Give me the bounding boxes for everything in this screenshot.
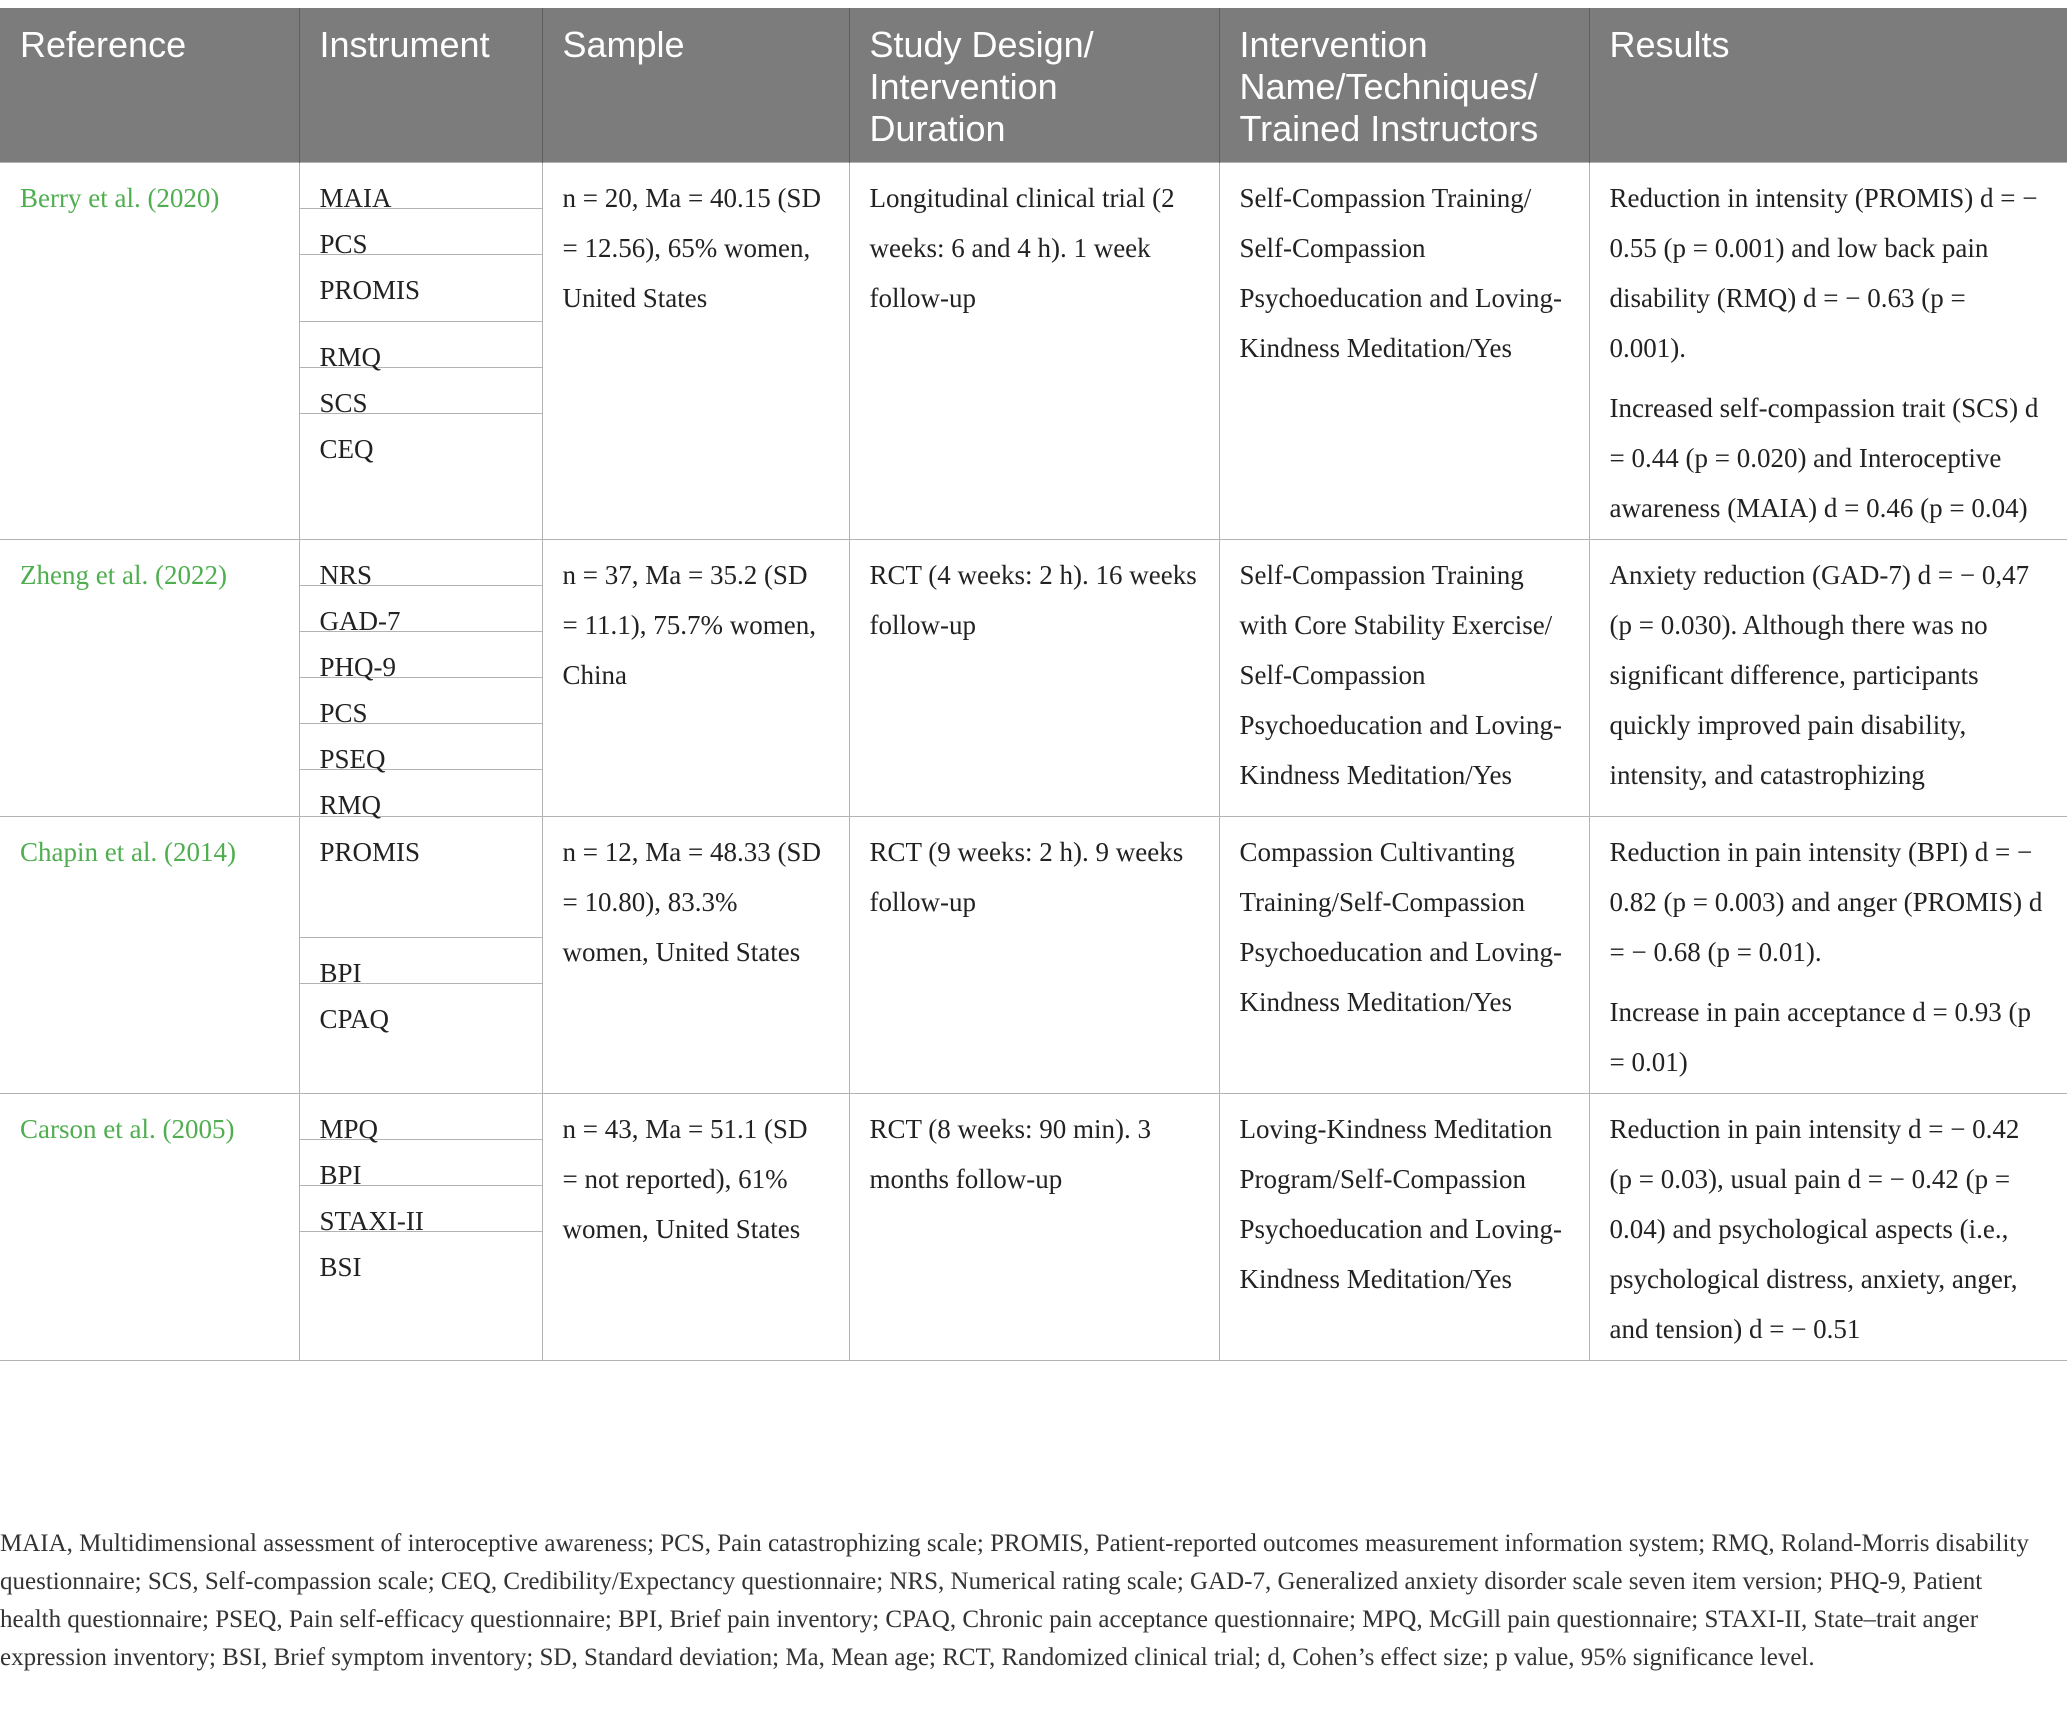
instrument-item: CEQ [319,434,374,464]
instrument-item: PCS [300,209,542,255]
header-row [0,8,2067,163]
reference-cell: Zheng et al. (2022) [0,540,299,817]
instrument-item: CPAQ [319,1004,390,1034]
header-results: Results [1589,8,2067,163]
reference-cell: Berry et al. (2020) [0,163,299,540]
design-cell: Longitudinal clinical trial (2 weeks: 6 and 4 h). 1 week follow-up [849,163,1219,540]
instrument-item: PSEQ [300,724,542,770]
intervention-cell: Self-Compassion Training/ Self-Compassion Psychoeducation and Loving-Kindness Meditation/Yes [1219,163,1589,540]
design-cell: RCT (8 weeks: 90 min). 3 months follow-up [849,1094,1219,1361]
instrument-item: GAD-7 [300,586,542,632]
table-footnote: MAIA, Multidimensional assessment of interoceptive awareness; PCS, Pain catastrophizing scale; PROMIS, Patient-reported outcomes measurement information system; RMQ, Roland-Morris disability questionnaire; SCS, Self-compassion scale; CEQ, Credibility/Expectancy questionnaire; NRS, Numerical rating scale; GAD-7, Generalized anxiety disorder scale seven item version; PHQ-9, Patient health questionnaire; PSEQ, Pain self-efficacy questionnaire; BPI, Brief pain inventory; CPAQ, Chronic pain acceptance questionnaire; MPQ, McGill pain questionnaire; STAXI-II, State–trait anger expression inventory; BSI, Brief symptom inventory; SD, Standard deviation; Ma, Mean age; RCT, Randomized clinical trial; d, Cohen’s effect size; p value, 95% significance level. [0,1530,2029,1671]
intervention-cell: Compassion Cultivanting Training/Self-Compassion Psychoeducation and Loving-Kindness Meditation/Yes [1219,817,1589,1094]
intervention-cell: Loving-Kindness Meditation Program/Self-Compassion Psychoeducation and Loving-Kindness Meditation/Yes [1219,1094,1589,1361]
table-row [0,817,2067,1094]
instrument-item: BPI [300,938,542,984]
results-paragraph: Reduction in pain intensity (BPI) d = − 0.82 (p = 0.003) and anger (PROMIS) d = − 0.68 (p = 0.01). [1609,837,2043,967]
sample-cell: n = 20, Ma = 40.15 (SD = 12.56), 65% women, United States [542,163,849,540]
instrument-item: RMQ [300,322,542,368]
sample-cell: n = 37, Ma = 35.2 (SD = 11.1), 75.7% women, China [542,540,849,817]
results-cell [1589,163,2067,540]
instrument-cell [299,163,542,540]
reference-cell: Chapin et al. (2014) [0,817,299,1094]
header-sample: Sample [542,8,849,163]
intervention-cell: Self-Compassion Training with Core Stability Exercise/ Self-Compassion Psychoeducation and Loving-Kindness Meditation/Yes [1219,540,1589,817]
table-body [0,163,2067,1361]
design-cell: RCT (9 weeks: 2 h). 9 weeks follow-up [849,817,1219,1094]
design-cell: RCT (4 weeks: 2 h). 16 weeks follow-up [849,540,1219,817]
results-paragraph: Increase in pain acceptance d = 0.93 (p = 0.01) [1609,997,2032,1077]
instrument-item: PHQ-9 [300,632,542,678]
studies-table [0,8,2067,1361]
instrument-cell [299,817,542,1094]
reference-cell: Carson et al. (2005) [0,1094,299,1361]
instrument-item: BPI [300,1140,542,1186]
instrument-item: SCS [300,368,542,414]
instrument-item: NRS [300,540,542,586]
instrument-item: MPQ [300,1094,542,1140]
instrument-item: BSI [319,1252,362,1282]
instrument-cell [299,540,542,820]
instrument-item: RMQ [319,790,382,820]
results-cell [1589,1094,2067,1361]
table-row [0,1094,2067,1361]
instrument-item: PCS [300,678,542,724]
instrument-cell [299,1094,542,1361]
results-paragraph: Reduction in intensity (PROMIS) d = − 0.55 (p = 0.001) and low back pain disability (RMQ) d = − 0.63 (p = 0.001). [1609,183,2038,363]
results-paragraph: Reduction in pain intensity d = − 0.42 (p = 0.03), usual pain d = − 0.42 (p = 0.04) and psychological aspects (i.e., psychological distress, anxiety, anger, and tension) d = − 0.51 [1609,1114,2020,1344]
header-study-design: Study Design/ Intervention Duration [849,8,1219,163]
instrument-item: PROMIS [300,255,542,322]
results-paragraph: Increased self-compassion trait (SCS) d = 0.44 (p = 0.020) and Interoceptive awareness (MAIA) d = 0.46 (p = 0.04) [1609,393,2039,523]
instrument-item: MAIA [300,163,542,209]
header-reference: Reference [0,8,299,163]
header-instrument: Instrument [299,8,542,163]
instrument-item: STAXI-II [300,1186,542,1232]
sample-cell: n = 12, Ma = 48.33 (SD = 10.80), 83.3% women, United States [542,817,849,1094]
table-row [0,163,2067,540]
results-cell [1589,540,2067,817]
header-intervention: Intervention Name/Techniques/ Trained Instructors [1219,8,1589,163]
instrument-item: PROMIS [300,817,542,938]
sample-cell: n = 43, Ma = 51.1 (SD = not reported), 61% women, United States [542,1094,849,1361]
results-paragraph: Anxiety reduction (GAD-7) d = − 0,47 (p = 0.030). Although there was no significant difference, participants quickly improved pain disability, intensity, and catastrophizing [1609,560,2030,790]
table-row [0,540,2067,817]
results-cell [1589,817,2067,1094]
